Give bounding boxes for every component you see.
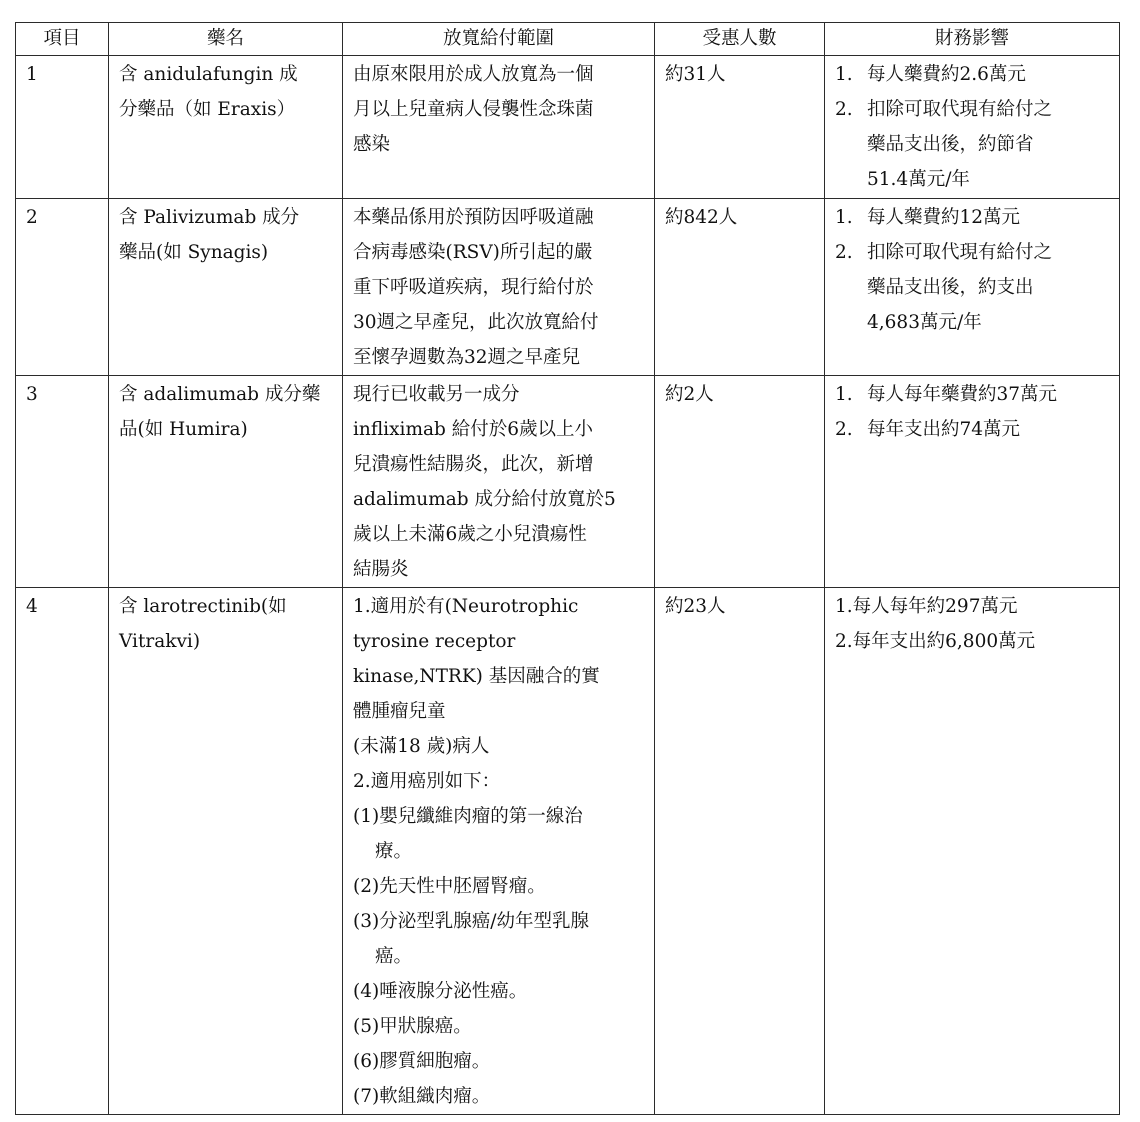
header-item: 項目 bbox=[16, 23, 109, 56]
beneficiaries-cell: 約31人 bbox=[655, 56, 825, 199]
financial-item: 1. 每人藥費約2.6萬元 bbox=[835, 64, 1026, 85]
drug-name-cell: 含 adalimumab 成分藥 品(如 Humira) bbox=[109, 376, 343, 588]
item-number-cell: 1 bbox=[16, 56, 109, 199]
table-row bbox=[16, 376, 1120, 588]
financial-impact-cell bbox=[825, 376, 1120, 588]
financial-impact-cell: 1.每人每年約297萬元 2.每年支出約6,800萬元 bbox=[825, 588, 1120, 1115]
header-coverage-scope: 放寬給付範圍 bbox=[343, 23, 655, 56]
header-beneficiaries: 受惠人數 bbox=[655, 23, 825, 56]
drug-name-cell: 含 anidulafungin 成 分藥品（如 Eraxis） bbox=[109, 56, 343, 199]
coverage-scope-cell: 本藥品係用於預防因呼吸道融 合病毒感染(RSV)所引起的嚴 重下呼吸道疾病，現行給付於 30週之早產兒，此次放寬給付 至懷孕週數為32週之早產兒 bbox=[343, 199, 655, 376]
drug-name-cell: 含 larotrectinib(如 Vitrakvi) bbox=[109, 588, 343, 1115]
financial-item: 1. 每人每年藥費約37萬元 bbox=[835, 384, 1058, 405]
coverage-scope-cell: 1.適用於有(Neurotrophic tyrosine receptor kinase,NTRK) 基因融合的實 體腫瘤兒童 (未滿18 歲)病人 2.適用癌別如下： (1)嬰兒纖維肉瘤的第一線治 療。 (2)先天性中胚層腎瘤。 (3)分泌型乳腺癌/幼年型乳腺 癌。 (4)唾液腺分泌性癌。 (5)甲狀腺癌。 (6)膠質細胞瘤。 (7)軟組織肉瘤。 bbox=[343, 588, 655, 1115]
financial-impact-cell bbox=[825, 199, 1120, 376]
drug-coverage-table bbox=[15, 22, 1120, 1115]
item-number-cell: 2 bbox=[16, 199, 109, 376]
financial-item: 1. 每人藥費約12萬元 bbox=[835, 207, 1021, 228]
header-financial-impact: 財務影響 bbox=[825, 23, 1120, 56]
item-number-cell: 4 bbox=[16, 588, 109, 1115]
item-number-cell: 3 bbox=[16, 376, 109, 588]
financial-impact-cell bbox=[825, 56, 1120, 199]
table-header-row bbox=[16, 23, 1120, 56]
header-drug-name: 藥名 bbox=[109, 23, 343, 56]
beneficiaries-cell: 約842人 bbox=[655, 199, 825, 376]
beneficiaries-cell: 約2人 bbox=[655, 376, 825, 588]
financial-item: 2. 每年支出約74萬元 bbox=[835, 419, 1021, 440]
coverage-scope-cell: 現行已收載另一成分 infliximab 給付於6歲以上小 兒潰瘍性結腸炎，此次，新增 adalimumab 成分給付放寬於5 歲以上未滿6歲之小兒潰瘍性 結腸炎 bbox=[343, 376, 655, 588]
table-row bbox=[16, 588, 1120, 1115]
table-row bbox=[16, 56, 1120, 199]
coverage-scope-cell: 由原來限用於成人放寬為一個 月以上兒童病人侵襲性念珠菌 感染 bbox=[343, 56, 655, 199]
table-row bbox=[16, 199, 1120, 376]
drug-name-cell: 含 Palivizumab 成分 藥品(如 Synagis) bbox=[109, 199, 343, 376]
beneficiaries-cell: 約23人 bbox=[655, 588, 825, 1115]
financial-item: 2. 扣除可取代現有給付之 藥品支出後，約支出 4,683萬元/年 bbox=[835, 242, 1053, 333]
financial-item: 2. 扣除可取代現有給付之 藥品支出後，約節省 51.4萬元/年 bbox=[835, 99, 1053, 190]
